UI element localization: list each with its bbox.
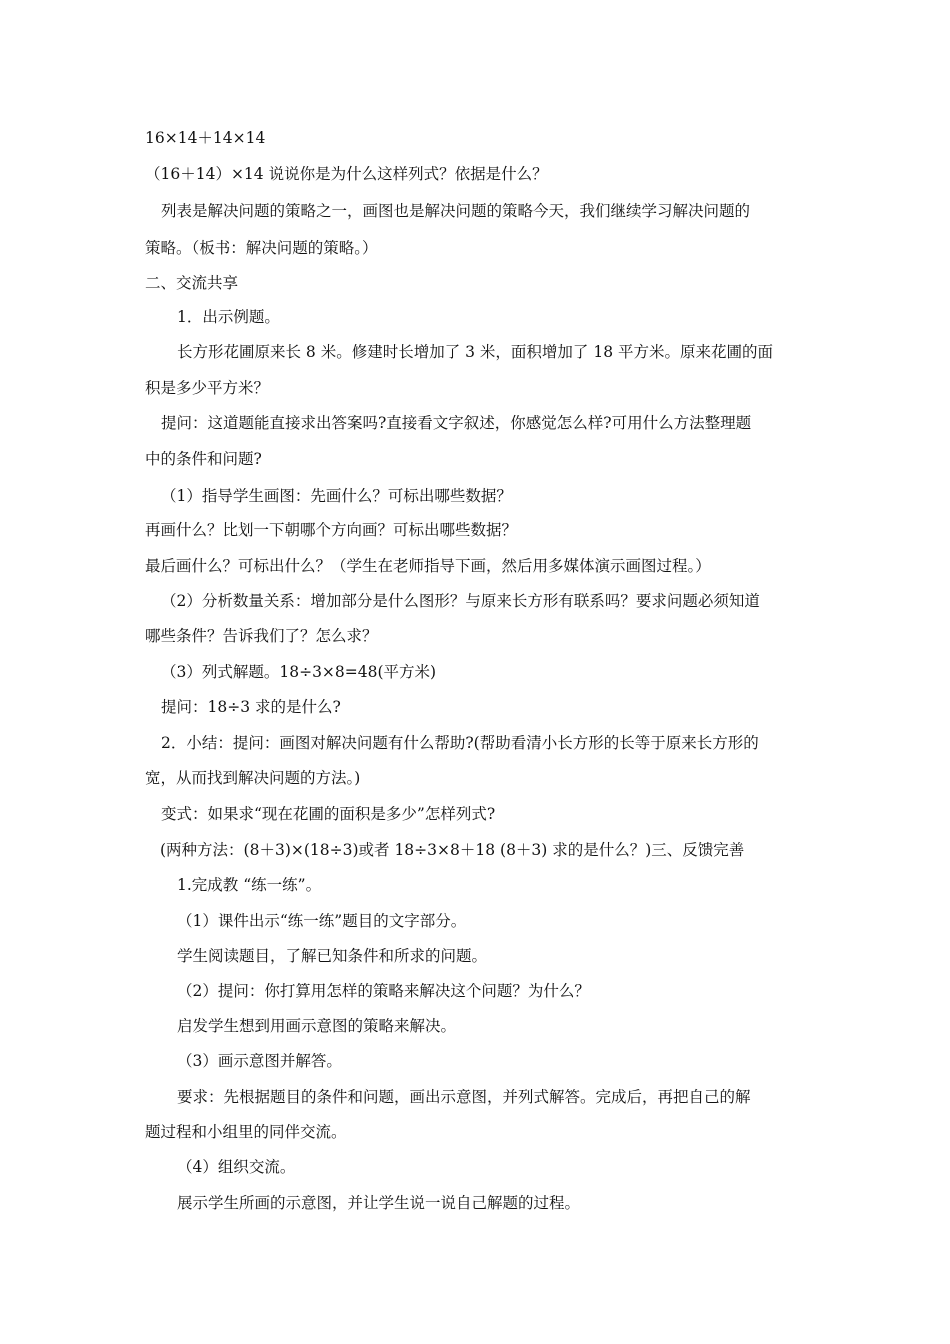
text-line: 学生阅读题目，了解已知条件和所求的问题。 bbox=[177, 947, 488, 965]
text-line: 哪些条件？告诉我们了？怎么求？ bbox=[145, 627, 378, 645]
text-line: 中的条件和问题? bbox=[145, 450, 262, 468]
text-line: （3）列式解题。18÷3×8=48(平方米) bbox=[161, 663, 437, 681]
text-line: 2．小结：提问：画图对解决问题有什么帮助?(帮助看清小长方形的长等于原来长方形的 bbox=[161, 734, 759, 752]
text-line: 16×14＋14×14 bbox=[145, 129, 266, 147]
text-line: 题过程和小组里的同伴交流。 bbox=[145, 1123, 347, 1141]
text-line: (两种方法：(8＋3)×(18÷3)或者 18÷3×8＋18 (8＋3) 求的是什么？)三、反馈完善 bbox=[160, 841, 745, 859]
text-line: 最后画什么？可标出什么？（学生在老师指导下画，然后用多媒体演示画图过程。） bbox=[145, 557, 711, 575]
text-line: 1．出示例题。 bbox=[177, 308, 280, 326]
text-line: 再画什么？比划一下朝哪个方向画？可标出哪些数据？ bbox=[145, 521, 518, 539]
text-line: 启发学生想到用画示意图的策略来解决。 bbox=[177, 1017, 457, 1035]
text-line: 积是多少平方米？ bbox=[145, 379, 270, 397]
text-line: 提问：18÷3 求的是什么? bbox=[161, 698, 341, 716]
text-line: 要求：先根据题目的条件和问题，画出示意图，并列式解答。完成后，再把自己的解 bbox=[177, 1088, 751, 1106]
text-line: （16＋14）×14 说说你是为什么这样列式？依据是什么？ bbox=[145, 165, 548, 183]
text-line: （2）分析数量关系：增加部分是什么图形？与原来长方形有联系吗？要求问题必须知道 bbox=[161, 592, 760, 610]
text-line: （2）提问：你打算用怎样的策略来解决这个问题？为什么？ bbox=[177, 982, 590, 1000]
text-line: 展示学生所画的示意图，并让学生说一说自己解题的过程。 bbox=[177, 1194, 581, 1212]
text-line: 策略。（板书：解决问题的策略。） bbox=[145, 239, 378, 257]
text-line: （1）指导学生画图：先画什么？可标出哪些数据？ bbox=[161, 487, 512, 505]
text-line: 变式：如果求“现在花圃的面积是多少”怎样列式? bbox=[161, 805, 496, 823]
text-line: 1.完成教 “练一练”。 bbox=[177, 876, 322, 894]
text-line: 长方形花圃原来长 8 米。修建时长增加了 3 米，面积增加了 18 平方米。原来花圃的面 bbox=[177, 343, 774, 361]
text-line: （1）课件出示“练一练”题目的文字部分。 bbox=[177, 912, 467, 930]
text-line: 宽，从而找到解决问题的方法。) bbox=[145, 769, 361, 787]
section-heading: 二、交流共享 bbox=[145, 274, 239, 292]
text-line: 列表是解决问题的策略之一，画图也是解决问题的策略今天，我们继续学习解决问题的 bbox=[161, 202, 751, 220]
text-line: （4）组织交流。 bbox=[177, 1158, 296, 1176]
text-line: （3）画示意图并解答。 bbox=[177, 1052, 342, 1070]
text-line: 提问：这道题能直接求出答案吗?直接看文字叙述，你感觉怎么样?可用什么方法整理题 bbox=[161, 414, 752, 432]
